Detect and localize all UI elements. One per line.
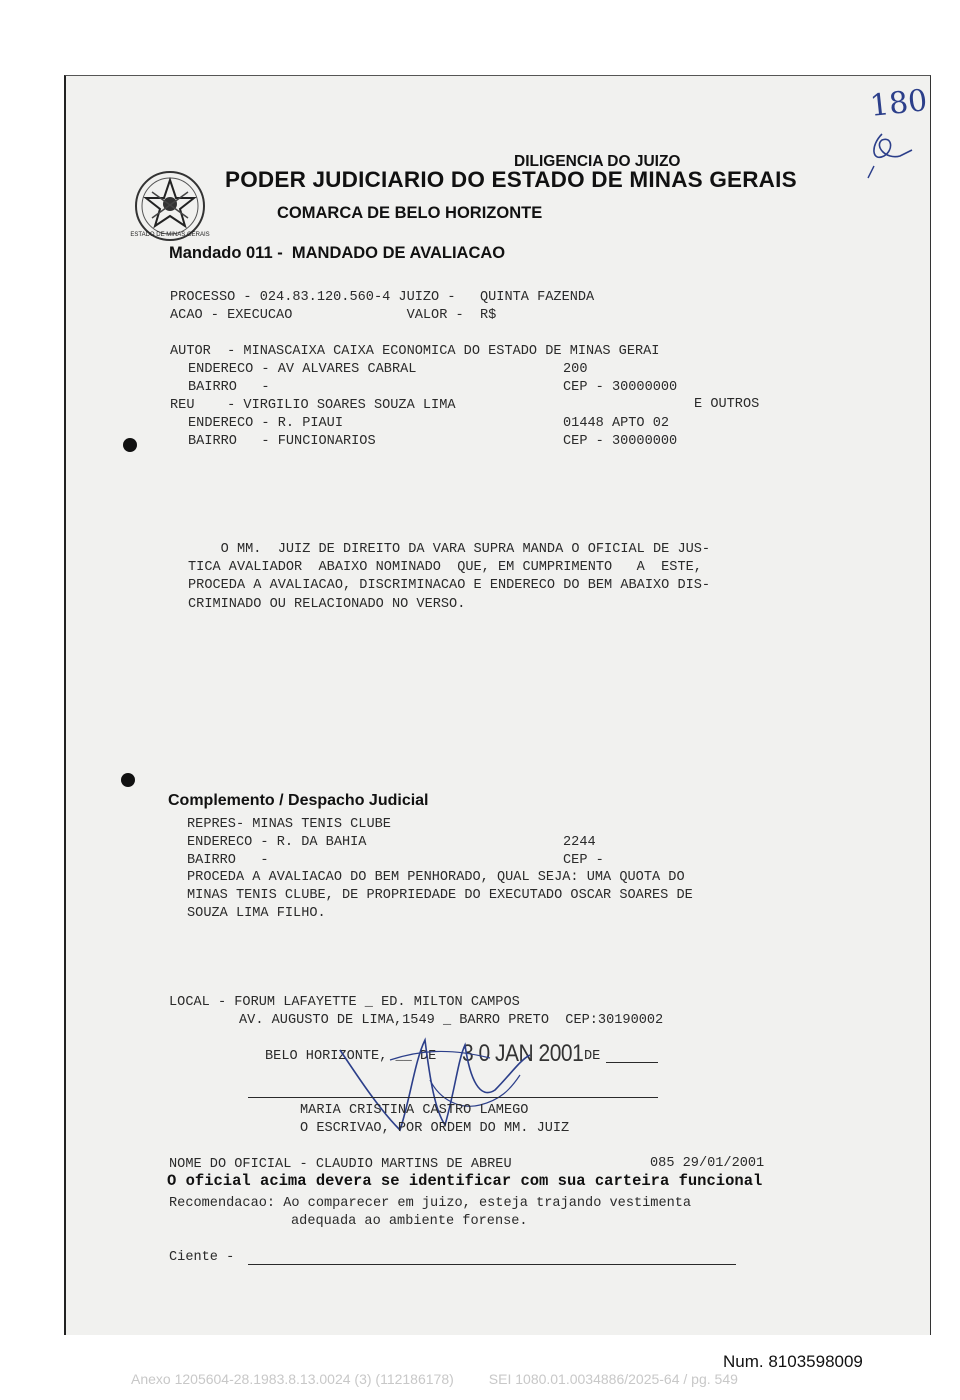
mandado-title: Mandado 011 - MANDADO DE AVALIACAO — [169, 244, 506, 262]
signature-line — [248, 1097, 658, 1098]
complemento-line-1: PROCEDA A AVALIACAO DO BEM PENHORADO, QUAL SEJA: UMA QUOTA DO — [187, 870, 685, 885]
tribunal-title: PODER JUDICIARIO DO ESTADO DE MINAS GERAIS — [225, 167, 797, 192]
date-de: DE — [584, 1049, 601, 1064]
punch-hole-mark — [121, 773, 135, 787]
punch-hole-mark — [123, 438, 137, 452]
complemento-numero: 2244 — [563, 835, 596, 850]
oficial-warning: O oficial acima devera se identificar com sua carteira funcional — [167, 1172, 763, 1190]
complemento-line-2: MINAS TENIS CLUBE, DE PROPRIEDADE DO EXECUTADO OSCAR SOARES DE — [187, 888, 693, 903]
body-line-1: O MM. JUIZ DE DIREITO DA VARA SUPRA MANDA O OFICIAL DE JUS- — [188, 542, 711, 557]
seal-text: ESTADO DE MINAS GERAIS — [130, 232, 210, 238]
autor-line: AUTOR - MINASCAIXA CAIXA ECONOMICA DO ESTADO DE MINAS GERAI — [170, 344, 660, 359]
handwritten-initial-icon — [862, 126, 918, 182]
date-city: BELO HORIZONTE, __ DE — [265, 1049, 437, 1064]
complemento-title: Complemento / Despacho Judicial — [168, 792, 429, 809]
reu-outros: E OUTROS — [694, 397, 760, 412]
reu-bairro: BAIRRO - FUNCIONARIOS — [188, 434, 376, 449]
autor-endereco: ENDERECO - AV ALVARES CABRAL — [188, 362, 417, 377]
local-line-2: AV. AUGUSTO DE LIMA,1549 _ BARRO PRETO CEP:30190002 — [239, 1013, 664, 1028]
reu-endereco: ENDERECO - R. PIAUI — [188, 416, 343, 431]
oficial-codigo: 085 29/01/2001 — [650, 1156, 765, 1171]
date-year-line — [606, 1062, 658, 1063]
state-seal-icon — [130, 170, 210, 245]
diligencia-heading: DILIGENCIA DO JUIZO — [514, 153, 681, 170]
processo-line: PROCESSO - 024.83.120.560-4 JUIZO - QUINTA FAZENDA — [170, 290, 595, 305]
footer-annex-reference: Anexo 1205604-28.1983.8.13.0024 (3) (112186178) SEI 1080.01.0034886/2025-64 / pg. 549 — [131, 1371, 738, 1387]
body-line-4: CRIMINADO OU RELACIONADO NO VERSO. — [188, 597, 466, 612]
footer-document-number: Num. 8103598009 — [723, 1352, 863, 1371]
acao-line: ACAO - EXECUCAO VALOR - R$ — [170, 308, 497, 323]
complemento-endereco: ENDERECO - R. DA BAHIA — [187, 835, 367, 850]
autor-bairro: BAIRRO - — [188, 380, 270, 395]
reu-numero: 01448 APTO 02 — [563, 416, 670, 431]
ciente-line — [248, 1264, 736, 1265]
complemento-cep: CEP - — [563, 853, 604, 868]
ciente-label: Ciente - — [169, 1250, 235, 1265]
oficial-nome: NOME DO OFICIAL - CLAUDIO MARTINS DE ABREU — [169, 1157, 512, 1172]
recomendacao-line-2: adequada ao ambiente forense. — [291, 1214, 528, 1229]
autor-cep: CEP - 30000000 — [563, 380, 678, 395]
reu-line: REU - VIRGILIO SOARES SOUZA LIMA — [170, 398, 456, 413]
reu-cep: CEP - 30000000 — [563, 434, 678, 449]
signature-role: O ESCRIVAO, POR ORDEM DO MM. JUIZ — [300, 1121, 570, 1136]
body-line-3: PROCEDA A AVALIACAO, DISCRIMINACAO E ENDERECO DO BEM ABAIXO DIS- — [188, 578, 711, 593]
complemento-bairro: BAIRRO - — [187, 853, 269, 868]
comarca-title: COMARCA DE BELO HORIZONTE — [277, 204, 543, 222]
document-sheet — [64, 75, 931, 1335]
recomendacao-line-1: Recomendacao: Ao comparecer em juizo, esteja trajando vestimenta — [169, 1196, 692, 1211]
signature-name: MARIA CRISTINA CASTRO LAMEGO — [300, 1103, 529, 1118]
complemento-repres: REPRES- MINAS TENIS CLUBE — [187, 817, 391, 832]
autor-numero: 200 — [563, 362, 588, 377]
complemento-line-3: SOUZA LIMA FILHO. — [187, 906, 326, 921]
body-line-2: TICA AVALIADOR ABAIXO NOMINADO QUE, EM CUMPRIMENTO A ESTE, — [188, 560, 702, 575]
handwritten-page-number: 180 — [868, 83, 929, 124]
date-stamp: 3 0 JAN 2001 — [462, 1040, 584, 1067]
local-line-1: LOCAL - FORUM LAFAYETTE _ ED. MILTON CAMPOS — [169, 995, 520, 1010]
